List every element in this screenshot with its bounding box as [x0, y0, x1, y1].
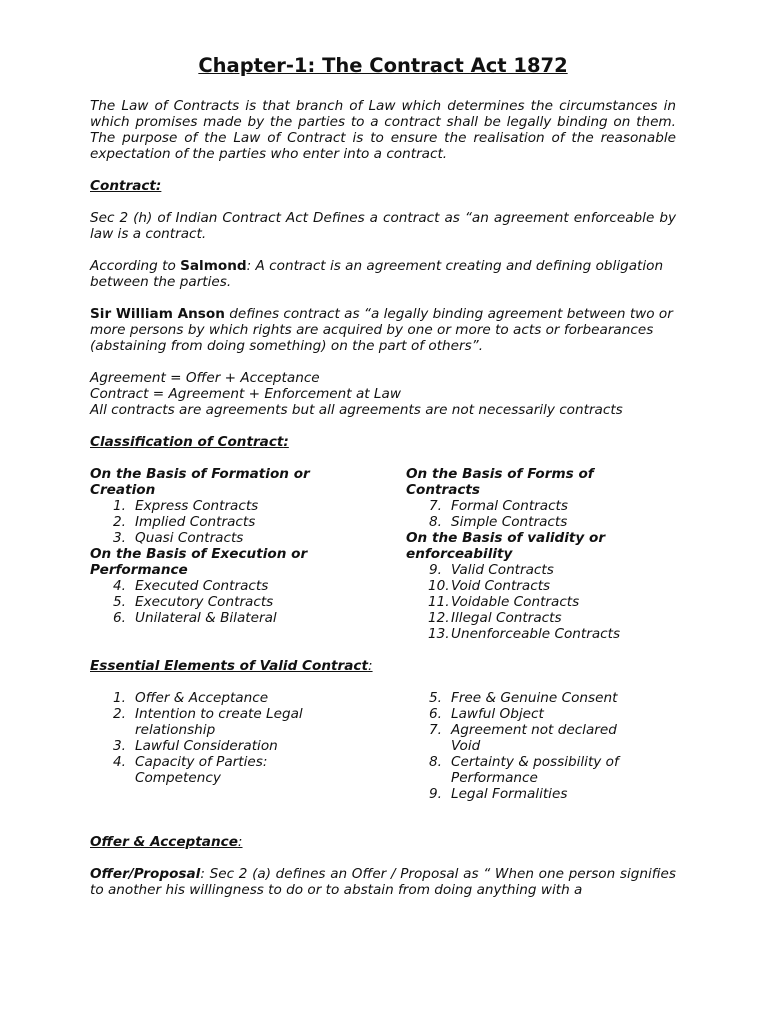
- list-label: Intention to create Legal relationship: [135, 706, 303, 738]
- anson-text: defines contract as “a legally binding agreement between two or more persons by which rights are acquired by one or more to acts or forbearances (abstaining from doing something) on the part of others”.: [90, 306, 673, 354]
- anson-paragraph: [90, 306, 676, 354]
- list-number: 8.: [429, 514, 442, 530]
- list-number: 6.: [429, 706, 442, 722]
- list-label: Valid Contracts: [451, 562, 554, 578]
- spacer: [90, 80, 676, 98]
- essentials-columns: [90, 690, 676, 802]
- validity-list: [406, 562, 676, 642]
- validity-heading: On the Basis of validity or enforceability: [406, 530, 606, 562]
- list-label: Free & Genuine Consent: [451, 690, 618, 706]
- list-item: [406, 706, 636, 722]
- list-label: Unenforceable Contracts: [451, 626, 621, 642]
- list-item: [90, 498, 406, 514]
- spacer: [90, 354, 676, 370]
- spacer: [90, 242, 676, 258]
- list-number: 10.: [428, 578, 450, 594]
- offer-heading: [90, 834, 676, 850]
- list-label: Simple Contracts: [451, 514, 568, 530]
- list-label: Implied Contracts: [135, 514, 256, 530]
- list-label: Void Contracts: [451, 578, 551, 594]
- list-item: [90, 690, 310, 706]
- list-number: 11.: [428, 594, 450, 610]
- offer-term: Offer/Proposal: [90, 866, 201, 882]
- list-label: Lawful Object: [451, 706, 544, 722]
- list-label: Voidable Contracts: [451, 594, 580, 610]
- spacer: [90, 850, 676, 866]
- spacer: [90, 802, 676, 834]
- offer-heading-colon: :: [237, 834, 243, 850]
- classification-columns: [90, 466, 676, 642]
- list-label: Express Contracts: [135, 498, 259, 514]
- list-number: 5.: [113, 594, 126, 610]
- execution-heading: On the Basis of Execution or Performance: [90, 546, 308, 578]
- essentials-heading-text: Essential Elements of Valid Contract: [90, 658, 368, 674]
- essentials-heading-colon: :: [367, 658, 373, 674]
- page-title: Chapter-1: The Contract Act 1872: [198, 54, 568, 77]
- equation-line: Contract = Agreement + Enforcement at Law: [90, 386, 401, 402]
- formation-heading: On the Basis of Formation or Creation: [90, 466, 310, 498]
- contract-heading: Contract:: [90, 178, 162, 194]
- list-item: [406, 610, 676, 626]
- spacer: [90, 162, 676, 178]
- spacer: [90, 450, 676, 466]
- spacer: [90, 642, 676, 658]
- list-number: 2.: [113, 706, 126, 722]
- list-label: Capacity of Parties: Competency: [135, 754, 268, 786]
- list-number: 13.: [428, 626, 450, 642]
- intro-paragraph: The Law of Contracts is that branch of Law which determines the circumstances in which promises made by the parties to a contract shall be legally binding on them. The purpose of the Law of Contract is to ensure the realisation of the reasonable expectation of the parties who enter into a contract.: [90, 98, 676, 162]
- list-label: Formal Contracts: [451, 498, 568, 514]
- list-item: [406, 690, 636, 706]
- list-number: 4.: [113, 578, 126, 594]
- salmond-prefix: According to: [90, 258, 181, 274]
- spacer: [90, 674, 676, 690]
- spacer: [90, 418, 676, 434]
- list-number: 7.: [429, 498, 442, 514]
- list-item: [406, 562, 676, 578]
- list-number: 4.: [113, 754, 126, 770]
- list-item: [406, 626, 676, 642]
- offer-text: : Sec 2 (a) defines an Offer / Proposal as “ When one person signifies to another his willingness to do or to abstain from doing anything with a: [90, 866, 676, 898]
- classification-heading-text: Classification of Contract: [90, 434, 284, 450]
- essentials-right-column: [406, 690, 676, 802]
- list-number: 7.: [429, 722, 442, 738]
- list-item: [90, 706, 310, 738]
- list-label: Lawful Consideration: [135, 738, 278, 754]
- list-item: [90, 594, 406, 610]
- list-item: [90, 738, 310, 754]
- list-item: [406, 722, 636, 754]
- list-number: 3.: [113, 530, 126, 546]
- list-label: Illegal Contracts: [451, 610, 562, 626]
- list-number: 2.: [113, 514, 126, 530]
- list-item: [406, 578, 676, 594]
- formation-list: [90, 498, 406, 546]
- list-label: Agreement not declared Void: [451, 722, 617, 754]
- list-number: 9.: [429, 786, 442, 802]
- list-item: [90, 514, 406, 530]
- list-number: 6.: [113, 610, 126, 626]
- list-number: 9.: [429, 562, 442, 578]
- list-item: [406, 594, 676, 610]
- classification-heading-colon: :: [283, 434, 289, 450]
- offer-heading-text: Offer & Acceptance: [90, 834, 238, 850]
- list-number: 1.: [113, 498, 126, 514]
- classification-right-column: [406, 466, 676, 642]
- list-item: [406, 514, 676, 530]
- list-label: Unilateral & Bilateral: [135, 610, 277, 626]
- list-item: [406, 498, 676, 514]
- spacer: [90, 290, 676, 306]
- list-label: Offer & Acceptance: [135, 690, 269, 706]
- forms-heading: On the Basis of Forms of Contracts: [406, 466, 594, 498]
- list-number: 12.: [428, 610, 450, 626]
- essentials-right-list: [406, 690, 636, 802]
- list-item: [90, 610, 406, 626]
- document-page: [90, 48, 676, 898]
- list-item: [406, 786, 636, 802]
- list-item: [90, 578, 406, 594]
- list-item: [90, 754, 310, 786]
- list-number: 3.: [113, 738, 126, 754]
- list-number: 8.: [429, 754, 442, 770]
- equation-line: Agreement = Offer + Acceptance: [90, 370, 320, 386]
- essentials-left-list: [90, 690, 310, 786]
- execution-list: [90, 578, 406, 626]
- salmond-text: : A contract is an agreement creating and defining obligation between the parties.: [90, 258, 664, 290]
- classification-left-column: [90, 466, 406, 642]
- offer-definition: [90, 866, 676, 898]
- list-label: Executed Contracts: [135, 578, 269, 594]
- sec2h-paragraph: Sec 2 (h) of Indian Contract Act Defines a contract as “an agreement enforceable by law is a contract.: [90, 210, 676, 242]
- essentials-heading: [90, 658, 676, 674]
- list-label: Executory Contracts: [135, 594, 274, 610]
- spacer: [90, 194, 676, 210]
- list-number: 1.: [113, 690, 126, 706]
- anson-name: Sir William Anson: [90, 306, 225, 322]
- forms-list: [406, 498, 676, 530]
- list-item: [90, 530, 406, 546]
- equation-line: All contracts are agreements but all agreements are not necessarily contracts: [90, 402, 623, 418]
- list-label: Certainty & possibility of Performance: [451, 754, 619, 786]
- salmond-paragraph: [90, 258, 676, 290]
- classification-heading: [90, 434, 676, 450]
- list-item: [406, 754, 636, 786]
- list-number: 5.: [429, 690, 442, 706]
- essentials-left-column: [90, 690, 406, 802]
- list-label: Quasi Contracts: [135, 530, 244, 546]
- salmond-name: Salmond: [180, 258, 247, 274]
- list-label: Legal Formalities: [451, 786, 568, 802]
